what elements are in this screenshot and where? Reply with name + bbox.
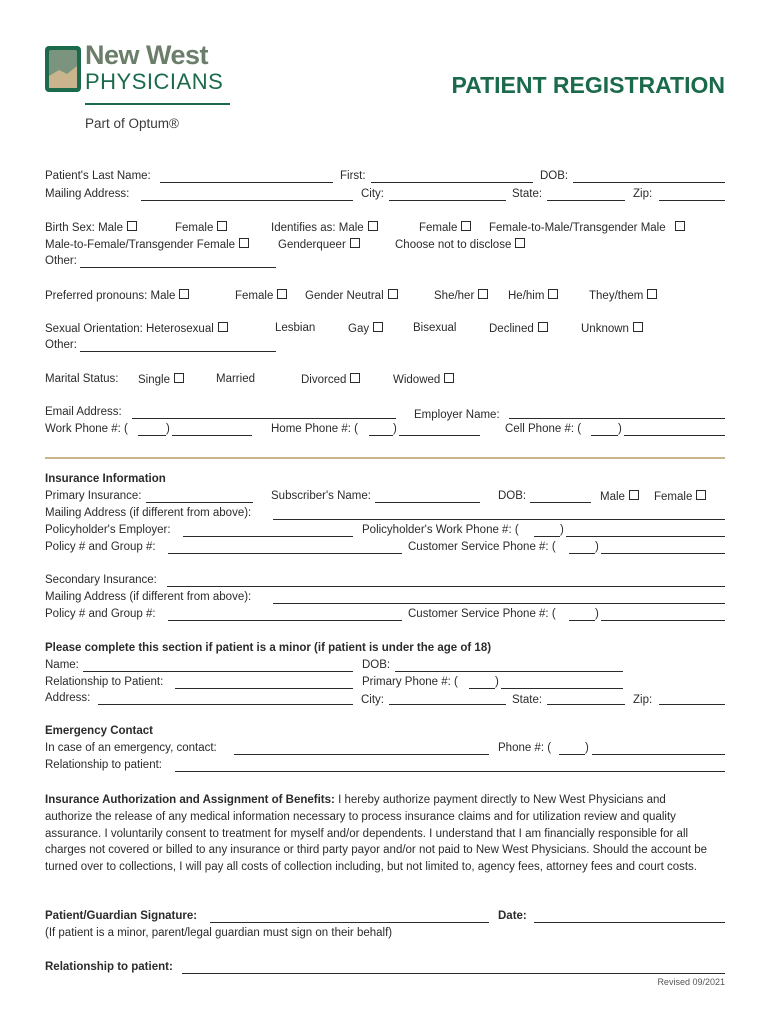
marital-divorced: Divorced	[301, 374, 347, 386]
emergency-phone-label: Phone #: (	[498, 742, 552, 754]
primary-ins-label: Primary Insurance:	[45, 490, 142, 502]
birth-sex-label: Birth Sex:	[45, 222, 95, 234]
orientation-declined-checkbox[interactable]	[538, 322, 548, 332]
minor-state-field[interactable]	[547, 692, 625, 705]
identifies-other-label: Other:	[45, 255, 77, 267]
signature-note: (If patient is a minor, parent/legal guardian must sign on their behalf)	[45, 927, 393, 939]
emergency-phone-paren: )	[585, 742, 589, 754]
minor-name-label: Name:	[45, 659, 79, 671]
section-divider	[45, 457, 725, 459]
marital-single: Single	[138, 374, 170, 386]
emergency-phone-area[interactable]	[559, 742, 585, 755]
home-phone-field[interactable]	[399, 423, 480, 436]
minor-zip-label: Zip:	[633, 694, 653, 706]
minor-address-field[interactable]	[98, 692, 353, 705]
identifies-ftm-checkbox[interactable]	[675, 221, 685, 231]
csp-paren: )	[595, 541, 599, 553]
policy-work-phone-paren: )	[560, 524, 564, 536]
ins-female: Female	[654, 491, 693, 503]
first-name-field[interactable]	[371, 170, 533, 183]
marital-widowed-checkbox[interactable]	[444, 373, 454, 383]
pronouns-male: Male	[150, 290, 176, 302]
birth-sex-male: Male	[98, 222, 123, 234]
ins-mailing-label: Mailing Address (if different from above):	[45, 507, 252, 519]
orientation-gay-checkbox[interactable]	[373, 322, 383, 332]
first-name-label: First:	[340, 170, 366, 182]
zip-field[interactable]	[659, 188, 725, 201]
subscriber-label: Subscriber's Name:	[271, 490, 371, 502]
sec-policy-field[interactable]	[168, 608, 402, 621]
authorization-heading: Insurance Authorization and Assignment of Benefits:	[45, 794, 335, 806]
pronouns-neutral: Gender Neutral	[305, 290, 384, 302]
insurance-heading: Insurance Information	[45, 473, 166, 485]
logo-line2: PHYSICIANS	[85, 69, 224, 94]
logo-divider	[85, 103, 230, 105]
email-label: Email Address:	[45, 406, 122, 418]
dob-field[interactable]	[573, 170, 725, 183]
minor-city-field[interactable]	[389, 692, 506, 705]
state-field[interactable]	[547, 188, 625, 201]
identifies-female-checkbox[interactable]	[461, 221, 471, 231]
sec-mailing-field[interactable]	[273, 591, 725, 604]
identifies-label: Identifies as:	[271, 222, 336, 234]
minor-relationship-label: Relationship to Patient:	[45, 676, 164, 688]
employer-label: Employer Name:	[414, 409, 500, 421]
sec-csp-field[interactable]	[601, 608, 725, 621]
emergency-heading: Emergency Contact	[45, 725, 154, 737]
marital-divorced-checkbox[interactable]	[350, 373, 360, 383]
page-title: PATIENT REGISTRATION	[451, 72, 725, 98]
logo-line1: New West	[85, 40, 209, 70]
pronouns-theythem-checkbox[interactable]	[647, 289, 657, 299]
home-phone-paren: )	[393, 423, 397, 435]
date-field[interactable]	[534, 910, 725, 923]
identifies-male: Male	[338, 222, 364, 234]
final-relationship-field[interactable]	[182, 961, 725, 974]
orientation-declined: Declined	[489, 323, 534, 335]
orientation-lesbian: Lesbian	[275, 322, 316, 334]
marital-single-checkbox[interactable]	[174, 373, 184, 383]
ins-dob-label: DOB:	[498, 490, 527, 502]
orientation-hetero: Heterosexual	[146, 323, 214, 335]
last-name-label: Patient's Last Name:	[45, 170, 151, 182]
csp-label: Customer Service Phone #: (	[408, 541, 556, 553]
pronouns-sheher-checkbox[interactable]	[478, 289, 488, 299]
primary-ins-field[interactable]	[146, 490, 253, 503]
minor-phone-label: Primary Phone #: (	[362, 676, 458, 688]
minor-relationship-field[interactable]	[175, 676, 353, 689]
secondary-ins-label: Secondary Insurance:	[45, 574, 157, 586]
pronouns-male-checkbox[interactable]	[179, 289, 189, 299]
identifies-genderqueer: Genderqueer	[278, 239, 346, 251]
date-label: Date:	[498, 910, 527, 922]
sec-policy-label: Policy # and Group #:	[45, 608, 156, 620]
minor-dob-label: DOB:	[362, 659, 391, 671]
marital-widowed: Widowed	[393, 374, 441, 386]
mailing-label: Mailing Address:	[45, 188, 130, 200]
minor-state-label: State:	[512, 694, 543, 706]
pronouns-hehim-checkbox[interactable]	[548, 289, 558, 299]
csp-field[interactable]	[601, 541, 725, 554]
employer-field[interactable]	[509, 406, 725, 419]
emergency-relationship-label: Relationship to patient:	[45, 759, 162, 771]
marital-label: Marital Status:	[45, 373, 119, 385]
ins-male-checkbox[interactable]	[629, 490, 639, 500]
emergency-phone-field[interactable]	[592, 742, 725, 755]
city-field[interactable]	[389, 188, 506, 201]
authorization-text: I hereby authorize payment directly to New West Physicians and authorize the release of any medical information necessary to process insurance claims and for utilization review and quality assurance. I voluntarily consent to treatment for myself and/or dependents. I understand that I am financially responsible for all charges not covered or billed to any insurance or third party payor and/or not paid to New West Physicians. Should the account be turned over to collections, I will pay all costs of collection including, but not limited to, agency fees, attorney fees and court costs.	[45, 794, 708, 874]
policy-work-phone-area[interactable]	[534, 524, 560, 537]
secondary-ins-field[interactable]	[167, 574, 725, 587]
orientation-bisexual: Bisexual	[413, 322, 457, 334]
minor-phone-field[interactable]	[501, 676, 623, 689]
minor-zip-field[interactable]	[659, 692, 725, 705]
policy-group-field[interactable]	[168, 541, 402, 554]
pronouns-label: Preferred pronouns:	[45, 290, 148, 302]
state-label: State:	[512, 188, 543, 200]
pronouns-hehim: He/him	[508, 290, 545, 302]
orientation-other-field[interactable]	[80, 339, 276, 352]
orientation-gay: Gay	[348, 323, 370, 335]
subscriber-field[interactable]	[375, 490, 480, 503]
pronouns-female: Female	[235, 290, 274, 302]
work-phone-paren: )	[166, 423, 170, 435]
orientation-unknown: Unknown	[581, 323, 629, 335]
orientation-hetero-checkbox[interactable]	[218, 322, 228, 332]
emergency-contact-field[interactable]	[234, 742, 489, 755]
identifies-mtf: Male-to-Female/Transgender Female	[45, 239, 236, 251]
home-phone-area[interactable]	[369, 423, 393, 436]
ins-mailing-field[interactable]	[273, 507, 725, 520]
zip-label: Zip:	[633, 188, 653, 200]
policy-work-phone-field[interactable]	[566, 524, 725, 537]
final-relationship-label: Relationship to patient:	[45, 961, 173, 973]
birth-sex-female: Female	[175, 222, 214, 234]
cell-phone-label: Cell Phone #: (	[505, 423, 582, 435]
work-phone-field[interactable]	[172, 423, 252, 436]
policy-employer-field[interactable]	[183, 524, 353, 537]
minor-address-label: Address:	[45, 692, 91, 704]
mailing-field[interactable]	[141, 188, 353, 201]
birth-sex-male-checkbox[interactable]	[127, 221, 137, 231]
csp-area[interactable]	[569, 541, 595, 554]
revised-date: Revised 09/2021	[657, 977, 725, 987]
sec-csp-area[interactable]	[569, 608, 595, 621]
logo-icon	[45, 46, 81, 92]
pronouns-female-checkbox[interactable]	[277, 289, 287, 299]
policy-employer-label: Policyholder's Employer:	[45, 524, 171, 536]
policy-work-phone-label: Policyholder's Work Phone #: (	[362, 524, 519, 536]
identifies-ftm: Female-to-Male/Transgender Male	[489, 222, 666, 234]
last-name-field[interactable]	[160, 170, 333, 183]
minor-city-label: City:	[361, 694, 384, 706]
dob-label: DOB:	[540, 170, 569, 182]
orientation-unknown-checkbox[interactable]	[633, 322, 643, 332]
city-label: City:	[361, 188, 384, 200]
orientation-other-label: Other:	[45, 339, 77, 351]
minor-dob-field[interactable]	[395, 659, 623, 672]
identifies-choose-not: Choose not to disclose	[395, 239, 512, 251]
signature-field[interactable]	[210, 910, 489, 923]
orientation-label: Sexual Orientation:	[45, 323, 143, 335]
ins-dob-field[interactable]	[530, 490, 591, 503]
logo-tagline: Part of Optum®	[85, 116, 179, 131]
policy-group-label: Policy # and Group #:	[45, 541, 156, 553]
cell-phone-paren: )	[618, 423, 622, 435]
sec-csp-paren: )	[595, 608, 599, 620]
emergency-contact-label: In case of an emergency, contact:	[45, 742, 217, 754]
cell-phone-area[interactable]	[591, 423, 618, 436]
cell-phone-field[interactable]	[624, 423, 725, 436]
emergency-relationship-field[interactable]	[175, 759, 725, 772]
identifies-other-field[interactable]	[80, 255, 276, 268]
identifies-female: Female	[419, 222, 458, 234]
pronouns-sheher: She/her	[434, 290, 475, 302]
home-phone-label: Home Phone #: (	[271, 423, 358, 435]
minor-heading: Please complete this section if patient is a minor (if patient is under the age of 18)	[45, 642, 492, 654]
identifies-male-checkbox[interactable]	[368, 221, 378, 231]
minor-name-field[interactable]	[83, 659, 353, 672]
ins-female-checkbox[interactable]	[696, 490, 706, 500]
sec-csp-label: Customer Service Phone #: (	[408, 608, 556, 620]
minor-phone-paren: )	[495, 676, 499, 688]
identifies-genderqueer-checkbox[interactable]	[350, 238, 360, 248]
signature-label: Patient/Guardian Signature:	[45, 910, 198, 922]
email-field[interactable]	[132, 406, 396, 419]
pronouns-theythem: They/them	[589, 290, 644, 302]
work-phone-area[interactable]	[138, 423, 166, 436]
sec-mailing-label: Mailing Address (if different from above):	[45, 591, 252, 603]
authorization-paragraph	[45, 792, 715, 876]
pronouns-neutral-checkbox[interactable]	[388, 289, 398, 299]
minor-phone-area[interactable]	[469, 676, 495, 689]
identifies-mtf-checkbox[interactable]	[239, 238, 249, 248]
marital-married: Married	[216, 373, 255, 385]
work-phone-label: Work Phone #: (	[45, 423, 128, 435]
identifies-choose-not-checkbox[interactable]	[515, 238, 525, 248]
birth-sex-female-checkbox[interactable]	[217, 221, 227, 231]
ins-male: Male	[600, 491, 625, 503]
